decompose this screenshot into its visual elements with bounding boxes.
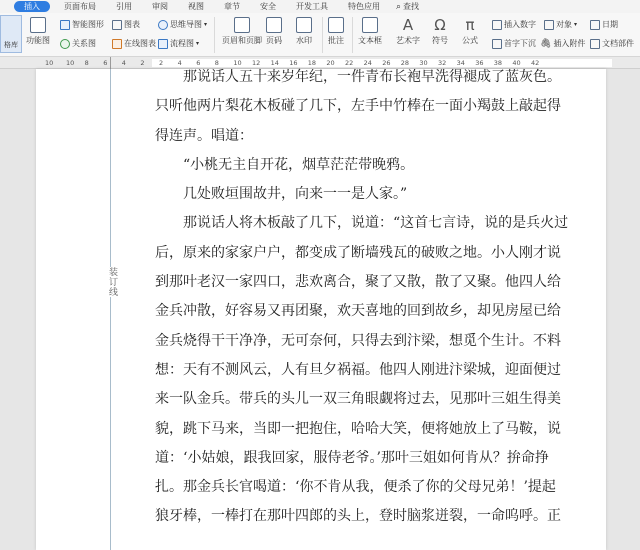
online-chart-label: 在线图表 bbox=[124, 39, 156, 48]
paragraph-line[interactable]: 得连声。唱道： bbox=[155, 127, 253, 144]
ribbon-separator bbox=[322, 17, 323, 53]
symbol-label: 符号 bbox=[432, 36, 448, 45]
ruler-tick-label: 4 bbox=[177, 59, 182, 67]
online-chart-button[interactable] bbox=[112, 38, 156, 49]
flowchart-label: 流程图 bbox=[170, 39, 194, 48]
ruler-tick-label: 6 bbox=[103, 59, 108, 67]
formula-button[interactable] bbox=[462, 17, 478, 46]
paperclip-icon: 🖇 bbox=[540, 38, 552, 49]
table-gallery-button[interactable] bbox=[0, 15, 22, 53]
tab-review[interactable]: 审阅 bbox=[152, 2, 168, 11]
ruler-tick-label: 2 bbox=[159, 59, 164, 67]
ruler-tick-label: 26 bbox=[382, 59, 391, 67]
ribbon-separator bbox=[352, 17, 353, 53]
paragraph-line[interactable]: 狼牙棒，一棒打在那叶四郎的头上，登时脑浆迸裂，一命呜呼。正 bbox=[155, 508, 561, 525]
dropcap-label: 首字下沉 bbox=[504, 39, 536, 48]
ruler-tick-label: 42 bbox=[531, 59, 540, 67]
ruler-tick-label: 10 bbox=[66, 59, 75, 67]
ruler-tick-label: 38 bbox=[493, 59, 503, 67]
wordart-label: 艺术字 bbox=[396, 36, 420, 45]
paragraph-line[interactable]: 几处败垣围故井，向来一一是人家。” bbox=[183, 186, 408, 203]
paragraph-line[interactable]: 到那叶老汉一家四口，悲欢离合，聚了又散，散了又聚。他四人给 bbox=[155, 274, 561, 291]
symbol-button[interactable] bbox=[432, 17, 448, 46]
smart-shape-button[interactable] bbox=[60, 19, 104, 30]
search-box[interactable] bbox=[390, 1, 425, 12]
relation-map-button[interactable] bbox=[60, 38, 96, 49]
ruler-left-label: 10 bbox=[45, 59, 54, 67]
calendar-icon bbox=[590, 20, 600, 30]
paragraph-line[interactable]: 扎。那金兵长官喝道：‘你不肯从我，便杀了你的父母兄弟！’提起 bbox=[155, 479, 556, 496]
number-icon bbox=[492, 20, 502, 30]
wordart-button[interactable] bbox=[396, 17, 420, 46]
textbox-icon bbox=[362, 17, 378, 33]
ruler-tick-label: 30 bbox=[419, 59, 428, 67]
doc-parts-icon bbox=[590, 39, 600, 49]
relation-map-label: 关系图 bbox=[72, 39, 96, 48]
paragraph-line[interactable]: 那说话人将木板敲了几下，说道：“这首七言诗，说的是兵火过 bbox=[183, 215, 569, 232]
feature-map-button[interactable] bbox=[26, 17, 50, 46]
pi-icon: π bbox=[465, 16, 475, 34]
tab-view[interactable]: 视图 bbox=[188, 2, 204, 11]
ruler-margin-marker[interactable] bbox=[110, 57, 111, 69]
chart-label: 图表 bbox=[124, 20, 140, 29]
ruler-tick-label: 24 bbox=[363, 59, 372, 67]
paragraph-line[interactable]: 来一队金兵。带兵的头儿一双三角眼觑将过去，见那叶三姐生得美 bbox=[155, 391, 561, 408]
search-label: 查找 bbox=[403, 2, 420, 11]
tab-security[interactable]: 安全 bbox=[260, 2, 276, 11]
insert-number-label: 插入数字 bbox=[504, 20, 536, 29]
chevron-down-icon: ▾ bbox=[196, 40, 200, 47]
menu-bar bbox=[0, 0, 640, 13]
feature-map-icon bbox=[30, 17, 46, 33]
doc-parts-button[interactable] bbox=[590, 38, 634, 49]
watermark-icon bbox=[296, 17, 312, 33]
paragraph-line[interactable]: 想：天有不测风云，人有旦夕祸福。他四人刚进汴梁城，迎面便过 bbox=[155, 361, 561, 378]
paragraph-line[interactable]: 后，原来的家家户户，都变成了断墙残瓦的破败之地。小人刚才说 bbox=[155, 244, 561, 261]
page-number-button[interactable] bbox=[266, 17, 282, 46]
tab-references[interactable]: 引用 bbox=[116, 2, 132, 11]
ruler-tick-label: 40 bbox=[512, 59, 521, 67]
ruler-tick-label: 28 bbox=[400, 59, 410, 67]
header-footer-button[interactable] bbox=[222, 17, 262, 46]
document-canvas[interactable] bbox=[0, 69, 640, 550]
ribbon-insert bbox=[0, 13, 640, 57]
formula-label: 公式 bbox=[462, 36, 478, 45]
insert-number-button[interactable] bbox=[492, 19, 536, 30]
tab-special-apps[interactable]: 特色应用 bbox=[348, 2, 380, 11]
object-label: 对象 bbox=[556, 20, 572, 29]
tab-insert[interactable]: 插入 bbox=[14, 1, 50, 12]
ruler-tick-label: 36 bbox=[475, 59, 484, 67]
chevron-down-icon: ▾ bbox=[204, 21, 208, 28]
document-page[interactable] bbox=[36, 69, 606, 550]
ruler-tick-label: 32 bbox=[438, 59, 447, 67]
table-gallery-label: 格库 bbox=[4, 41, 18, 49]
ruler-tick-label: 6 bbox=[196, 59, 201, 67]
watermark-label: 水印 bbox=[296, 36, 312, 45]
ruler-tick-label: 14 bbox=[270, 59, 279, 67]
binding-line bbox=[110, 69, 111, 550]
document-body[interactable] bbox=[155, 63, 577, 532]
header-footer-icon bbox=[234, 17, 250, 33]
smart-shape-icon bbox=[60, 20, 70, 30]
ruler-tick-label: 10 bbox=[233, 59, 242, 67]
date-label: 日期 bbox=[602, 20, 618, 29]
attachment-label: 插入附件 bbox=[553, 39, 586, 48]
ruler-tick-label: 12 bbox=[252, 59, 261, 67]
comment-icon bbox=[328, 17, 344, 33]
paragraph-line[interactable]: 金兵烧得干干净净，无可奈何，只得去到汴梁，想觅个生计。不料 bbox=[155, 332, 561, 349]
page-number-label: 页码 bbox=[266, 36, 282, 45]
wordart-icon: A bbox=[402, 16, 414, 34]
chevron-down-icon: ▾ bbox=[574, 21, 578, 28]
object-icon bbox=[544, 20, 554, 30]
ruler-tick-label: 18 bbox=[307, 59, 317, 67]
ruler-tick-label: 8 bbox=[84, 59, 89, 67]
header-footer-label: 页眉和页脚 bbox=[222, 36, 262, 45]
ruler-tick-label: 8 bbox=[214, 59, 219, 67]
ruler-tick-label: 16 bbox=[289, 59, 298, 67]
watermark-button[interactable] bbox=[296, 17, 312, 46]
flowchart-button[interactable] bbox=[158, 38, 199, 49]
tab-page-layout[interactable]: 页面布局 bbox=[64, 2, 96, 11]
comment-button[interactable] bbox=[328, 17, 344, 46]
feature-map-label: 功能图 bbox=[26, 36, 50, 45]
menu-bar-left bbox=[0, 0, 10, 13]
textbox-label: 文本框 bbox=[358, 36, 382, 45]
chart-button[interactable] bbox=[112, 19, 140, 30]
relation-map-icon bbox=[60, 39, 70, 49]
paragraph-line[interactable]: 道：‘小姑娘，跟我回家，服侍老爷。’那叶三姐如何肯从？拚命挣 bbox=[155, 449, 549, 466]
ruler-tick-label: 20 bbox=[326, 59, 335, 67]
paragraph-line[interactable]: 只听他两片梨花木板碰了几下，左手中竹棒在一面小羯鼓上敲起得 bbox=[155, 98, 561, 115]
omega-icon: Ω bbox=[434, 16, 446, 34]
doc-parts-label: 文档部件 bbox=[602, 39, 634, 48]
dropcap-icon bbox=[492, 39, 502, 49]
ruler-tick-label: 2 bbox=[140, 59, 145, 67]
mindmap-button[interactable] bbox=[158, 19, 207, 30]
mindmap-label: 思维导图 bbox=[170, 20, 202, 29]
tab-chapter[interactable]: 章节 bbox=[224, 2, 240, 11]
object-button[interactable] bbox=[544, 19, 577, 30]
smart-shape-label: 智能图形 bbox=[72, 20, 104, 29]
mindmap-icon bbox=[158, 20, 168, 30]
page-number-icon bbox=[266, 17, 282, 33]
online-chart-icon bbox=[112, 39, 122, 49]
ribbon-separator bbox=[214, 17, 215, 53]
date-button[interactable] bbox=[590, 19, 618, 30]
paragraph-line[interactable]: 金兵冲散，好容易又再团聚，欢天喜地的回到故乡，却见房屋已给 bbox=[155, 303, 561, 320]
flowchart-icon bbox=[158, 39, 168, 49]
tab-developer[interactable]: 开发工具 bbox=[296, 2, 328, 11]
ruler-tick-label: 22 bbox=[345, 59, 354, 67]
search-icon: ⌕ bbox=[396, 1, 402, 12]
bar-chart-icon bbox=[112, 20, 122, 30]
attachment-button[interactable] bbox=[540, 38, 585, 49]
paragraph-line[interactable]: 那说话人五十来岁年纪，一件青布长袍早洗得褪成了蓝灰色。 bbox=[183, 69, 561, 85]
binding-label: 装订线 bbox=[107, 267, 117, 297]
comment-label: 批注 bbox=[328, 36, 344, 45]
dropcap-button[interactable] bbox=[492, 38, 536, 49]
ruler-tick-label: 34 bbox=[456, 59, 465, 67]
paragraph-line[interactable]: “小桃无主自开花，烟草茫茫带晚鸦。 bbox=[183, 156, 415, 173]
textbox-button[interactable] bbox=[358, 17, 382, 46]
paragraph-line[interactable]: 貌，跳下马来，当即一把抱住，哈哈大笑，便将她放上了马鞍，说 bbox=[155, 420, 561, 437]
ruler-tick-label: 4 bbox=[121, 59, 126, 67]
